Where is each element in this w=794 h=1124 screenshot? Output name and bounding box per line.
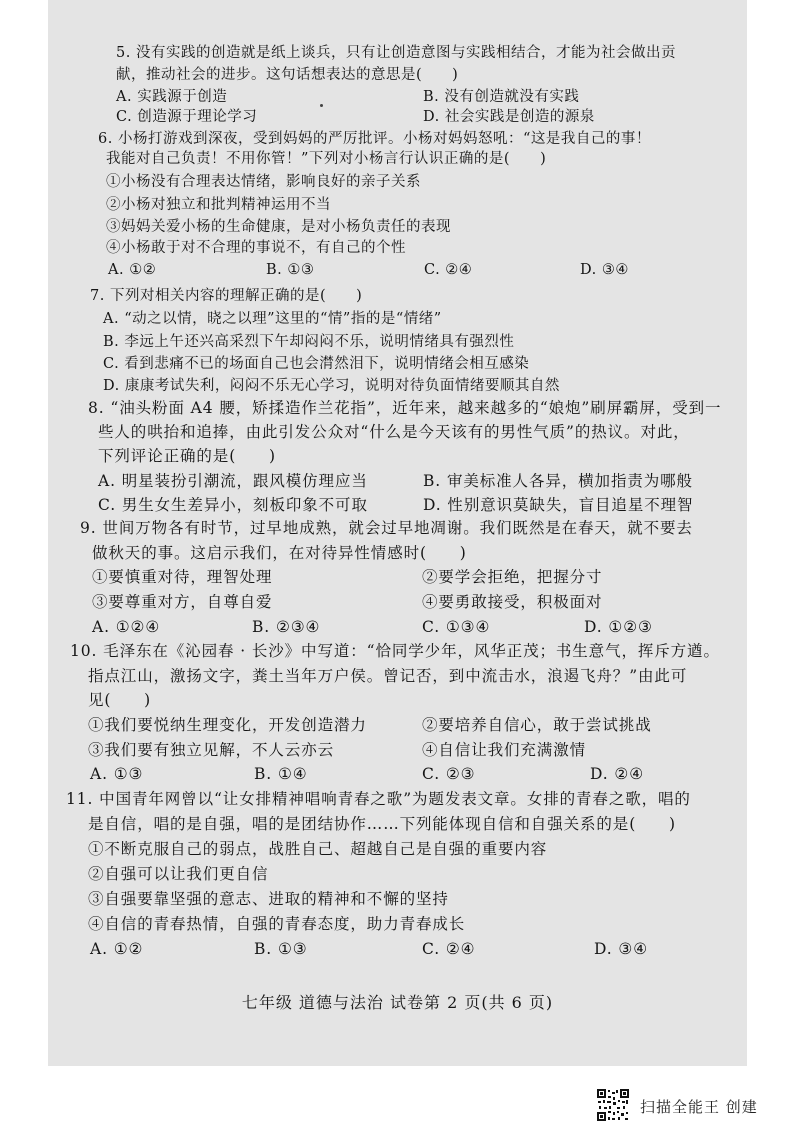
question-text: 是自信，唱的是自强，唱的是团结协作……下列能体现自信和自强关系的是( ) <box>88 815 676 833</box>
option-b: B. 审美标准人各异，横加指责为哪般 <box>423 472 693 490</box>
statement-3: ③妈妈关爱小杨的生命健康，是对小杨负责任的表现 <box>106 219 451 235</box>
option-d: D. ②④ <box>590 765 645 783</box>
option-c: C. ②④ <box>424 262 473 278</box>
option-c: C. 创造源于理论学习 <box>116 109 258 125</box>
option-c: C. 看到悲痛不已的场面自己也会潸然泪下，说明情绪会相互感染 <box>103 356 530 372</box>
question-text: 下列评论正确的是( ) <box>98 447 276 465</box>
statement-2: ②要学会拒绝，把握分寸 <box>422 568 603 586</box>
watermark-text: 扫描全能王 创建 <box>640 1098 758 1116</box>
statement-2: ②自强可以让我们更自信 <box>88 865 269 883</box>
option-c: C. ①③④ <box>422 618 491 636</box>
statement-2: ②要培养自信心，敢于尝试挑战 <box>422 716 652 734</box>
option-d: D. ③④ <box>594 940 649 958</box>
option-c: C. ②④ <box>422 940 476 958</box>
question-text: 6. 小杨打游戏到深夜，受到妈妈的严厉批评。小杨对妈妈怒吼：“这是我自己的事！ <box>98 131 651 147</box>
question-text: 献，推动社会的进步。这句话想表达的意思是( ) <box>116 67 459 83</box>
statement-1: ①小杨没有合理表达情绪，影响良好的亲子关系 <box>106 174 421 190</box>
question-text: 7. 下列对相关内容的理解正确的是( ) <box>90 288 363 304</box>
statement-1: ①我们要悦纳生理变化，开发创造潜力 <box>88 716 367 734</box>
statement-4: ④自信的青春热情，自强的青春态度，助力青春成长 <box>88 915 466 933</box>
page-footer: 七年级 道德与法治 试卷第 2 页(共 6 页) <box>241 993 554 1012</box>
scan-speck <box>320 104 323 107</box>
option-b: B. 没有创造就没有实践 <box>423 89 580 105</box>
question-text: 8. “油头粉面 A4 腰，矫揉造作兰花指”，近年来，越来越多的“娘炮”刷屏霸屏，受到一 <box>88 399 722 417</box>
statement-4: ④自信让我们充满激情 <box>422 741 587 759</box>
option-b: B. ①④ <box>254 765 308 783</box>
option-d: D. 社会实践是创造的源泉 <box>423 109 595 125</box>
scanner-watermark <box>596 1088 786 1124</box>
option-a: A. ①② <box>108 262 157 278</box>
statement-3: ③我们要有独立见解，不人云亦云 <box>88 741 335 759</box>
question-text: 些人的哄抬和追捧，由此引发公众对“什么是今天该有的男性气质”的热议。对此， <box>98 423 690 441</box>
option-d: D. ③④ <box>580 262 629 278</box>
statement-1: ①要慎重对待，理智处理 <box>92 568 273 586</box>
option-a: A. ①②④ <box>92 618 161 636</box>
option-d: D. 康康考试失利，闷闷不乐无心学习，说明对待负面情绪要顺其自然 <box>103 378 560 394</box>
question-text: 11. 中国青年网曾以“让女排精神唱响青春之歌”为题发表文章。女排的青春之歌，唱的 <box>66 790 691 808</box>
option-a: A. ①② <box>90 940 144 958</box>
statement-2: ②小杨对独立和批判精神运用不当 <box>106 197 331 213</box>
qr-code-icon <box>596 1088 630 1122</box>
question-text: 指点江山，激扬文字，粪土当年万户侯。曾记否，到中流击水，浪遏飞舟？”由此可 <box>88 667 688 685</box>
option-c: C. 男生女生差异小，刻板印象不可取 <box>98 496 368 514</box>
question-text: 我能对自己负责！不用你管！”下列对小杨言行认识正确的是( ) <box>106 151 547 167</box>
option-a: A. “动之以情，晓之以理”这里的“情”指的是“情绪” <box>103 311 442 327</box>
option-b: B. ②③④ <box>252 618 321 636</box>
question-text: 5. 没有实践的创造就是纸上谈兵，只有让创造意图与实践相结合，才能为社会做出贡 <box>116 45 676 61</box>
option-b: B. ①③ <box>266 262 315 278</box>
statement-1: ①不断克服自己的弱点，战胜自己、超越自己是自强的重要内容 <box>88 840 548 858</box>
statement-4: ④要勇敢接受，积极面对 <box>422 593 603 611</box>
option-a: A. 明星装扮引潮流，跟风模仿理应当 <box>98 472 368 490</box>
option-d: D. 性别意识莫缺失，盲目追星不理智 <box>423 496 694 514</box>
exam-page <box>48 0 747 1066</box>
option-d: D. ①②③ <box>584 618 653 636</box>
question-text: 10. 毛泽东在《沁园春 · 长沙》中写道：“恰同学少年，风华正茂；书生意气，挥斥方遒。 <box>70 642 720 660</box>
statement-3: ③要尊重对方，自尊自爱 <box>92 593 273 611</box>
statement-4: ④小杨敢于对不合理的事说不，有自己的个性 <box>106 240 406 256</box>
statement-3: ③自强要靠坚强的意志、进取的精神和不懈的坚持 <box>88 890 449 908</box>
question-text: 做秋天的事。这启示我们，在对待异性情感时( ) <box>92 544 467 562</box>
question-text: 见( ) <box>88 691 152 709</box>
option-b: B. 李远上午还兴高采烈下午却闷闷不乐，说明情绪具有强烈性 <box>103 334 515 350</box>
option-c: C. ②③ <box>422 765 476 783</box>
option-a: A. ①③ <box>90 765 144 783</box>
option-b: B. ①③ <box>254 940 308 958</box>
question-text: 9. 世间万物各有时节，过早地成熟，就会过早地凋谢。我们既然是在春天，就不要去 <box>80 519 693 537</box>
option-a: A. 实践源于创造 <box>116 89 228 105</box>
